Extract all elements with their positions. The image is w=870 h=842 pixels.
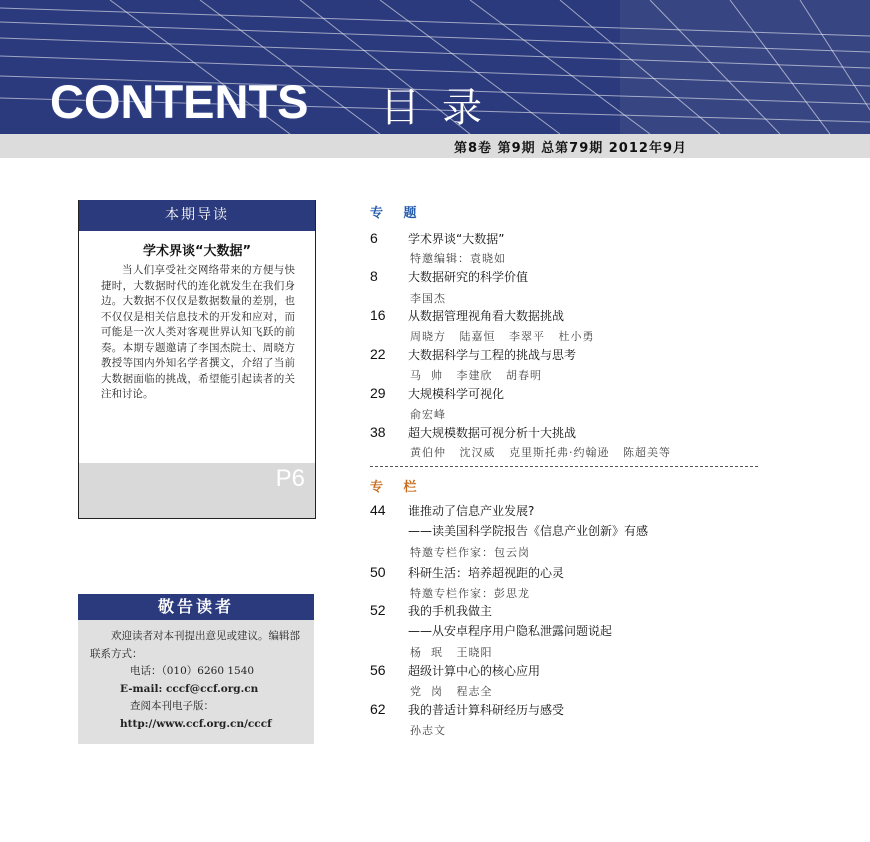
toc-page-number: 52 (370, 602, 386, 618)
reader-notice-box (78, 594, 314, 744)
reader-notice-body (90, 628, 306, 733)
toc-page-number: 44 (370, 502, 386, 518)
toc-author: 孙志文 (410, 724, 446, 737)
toc-author: 马 帅 李建欣 胡春明 (410, 369, 542, 382)
toc-title: 大数据研究的科学价值 (408, 270, 529, 284)
reader-notice-heading: 敬告读者 (78, 594, 314, 620)
toc-author: 特邀专栏作家：彭思龙 (410, 587, 530, 600)
header-banner (0, 0, 870, 134)
notice-intro: 欢迎读者对本刊提出意见或建议。编辑部联系方式： (90, 630, 300, 660)
issue-guide-content (79, 231, 315, 463)
toc-page-number: 6 (370, 230, 378, 246)
toc-author: 特邀编辑：袁晓如 (410, 252, 506, 265)
toc-title: 我的普适计算科研经历与感受 (408, 703, 565, 717)
toc-author: 杨 珉 王晓阳 (410, 646, 493, 659)
toc-page-number: 29 (370, 385, 386, 401)
toc-title: 大数据科学与工程的挑战与思考 (408, 348, 577, 362)
toc-title: 大规模科学可视化 (408, 387, 505, 401)
toc-title: 我的手机我做主 (408, 604, 493, 618)
toc-subtitle: ——读美国科学院报告《信息产业创新》有感 (408, 524, 649, 538)
issue-bar (0, 134, 870, 158)
toc-title: 超大规模数据可视分析十大挑战 (408, 426, 577, 440)
toc-subtitle: ——从安卓程序用户隐私泄露问题说起 (408, 624, 613, 638)
notice-ebook-label: 查阅本刊电子版： (130, 700, 214, 712)
toc-author: 李国杰 (410, 292, 446, 305)
issue-guide-page-ref[interactable]: P6 (275, 465, 305, 492)
toc-author: 黄伯仲 沈汉威 克里斯托弗·约翰逊 陈超美等 (410, 446, 671, 459)
title-english: CONTENTS (50, 75, 309, 128)
toc-author: 党 岗 程志全 (410, 685, 493, 698)
toc-page-number: 62 (370, 701, 386, 717)
section-column-label: 专 栏 (370, 480, 425, 495)
toc-author: 周晓方 陆嘉恒 李翠平 杜小勇 (410, 330, 595, 343)
issue-guide-body: 当人们享受社交网络带来的方便与快捷时，大数据时代的连化就发生在我们身边。大数据不仅仅是数据数量的差别，也不仅仅是相关信息技术的开发和应对，而可能是一次人类对客观世界认知飞跃的前奏。本期专题邀请了李国杰院士、周晓方教授等国内外知名学者撰文，介绍了当前大数据面临的挑战，希望能引起读者的关注和讨论。 (101, 264, 295, 400)
title-chinese: 目录 (380, 85, 504, 131)
toc-page-number: 22 (370, 346, 386, 362)
notice-phone: 电话：（010）6260 1540 (130, 665, 255, 677)
toc-author: 特邀专栏作家：包云岗 (410, 546, 530, 559)
toc-title: 谁推动了信息产业发展? (408, 504, 535, 518)
toc-title: 科研生活：培养超视距的心灵 (408, 566, 565, 580)
issue-guide-title: 学术界谈“大数据” (142, 244, 252, 259)
notice-url[interactable]: http://www.ccf.org.cn/cccf (120, 717, 272, 730)
issue-guide-footer (79, 463, 315, 518)
toc-author: 俞宏峰 (410, 408, 446, 421)
toc-page-number: 50 (370, 564, 386, 580)
toc-title: 超级计算中心的核心应用 (408, 664, 541, 678)
issue-guide-box (78, 200, 316, 519)
toc-page-number: 38 (370, 424, 386, 440)
toc-page-number: 8 (370, 268, 378, 284)
notice-email[interactable]: E-mail: cccf@ccf.org.cn (120, 682, 259, 695)
issue-guide-heading: 本期导读 (79, 200, 315, 231)
toc-page-number: 16 (370, 307, 386, 323)
section-feature-label: 专 题 (370, 206, 425, 221)
issue-info: 第8卷 第9期 总第79期 2012年9月 (454, 141, 687, 156)
section-divider (370, 466, 758, 467)
toc-title: 从数据管理视角看大数据挑战 (408, 309, 565, 323)
toc-title: 学术界谈“大数据” (408, 232, 505, 246)
toc-page-number: 56 (370, 662, 386, 678)
